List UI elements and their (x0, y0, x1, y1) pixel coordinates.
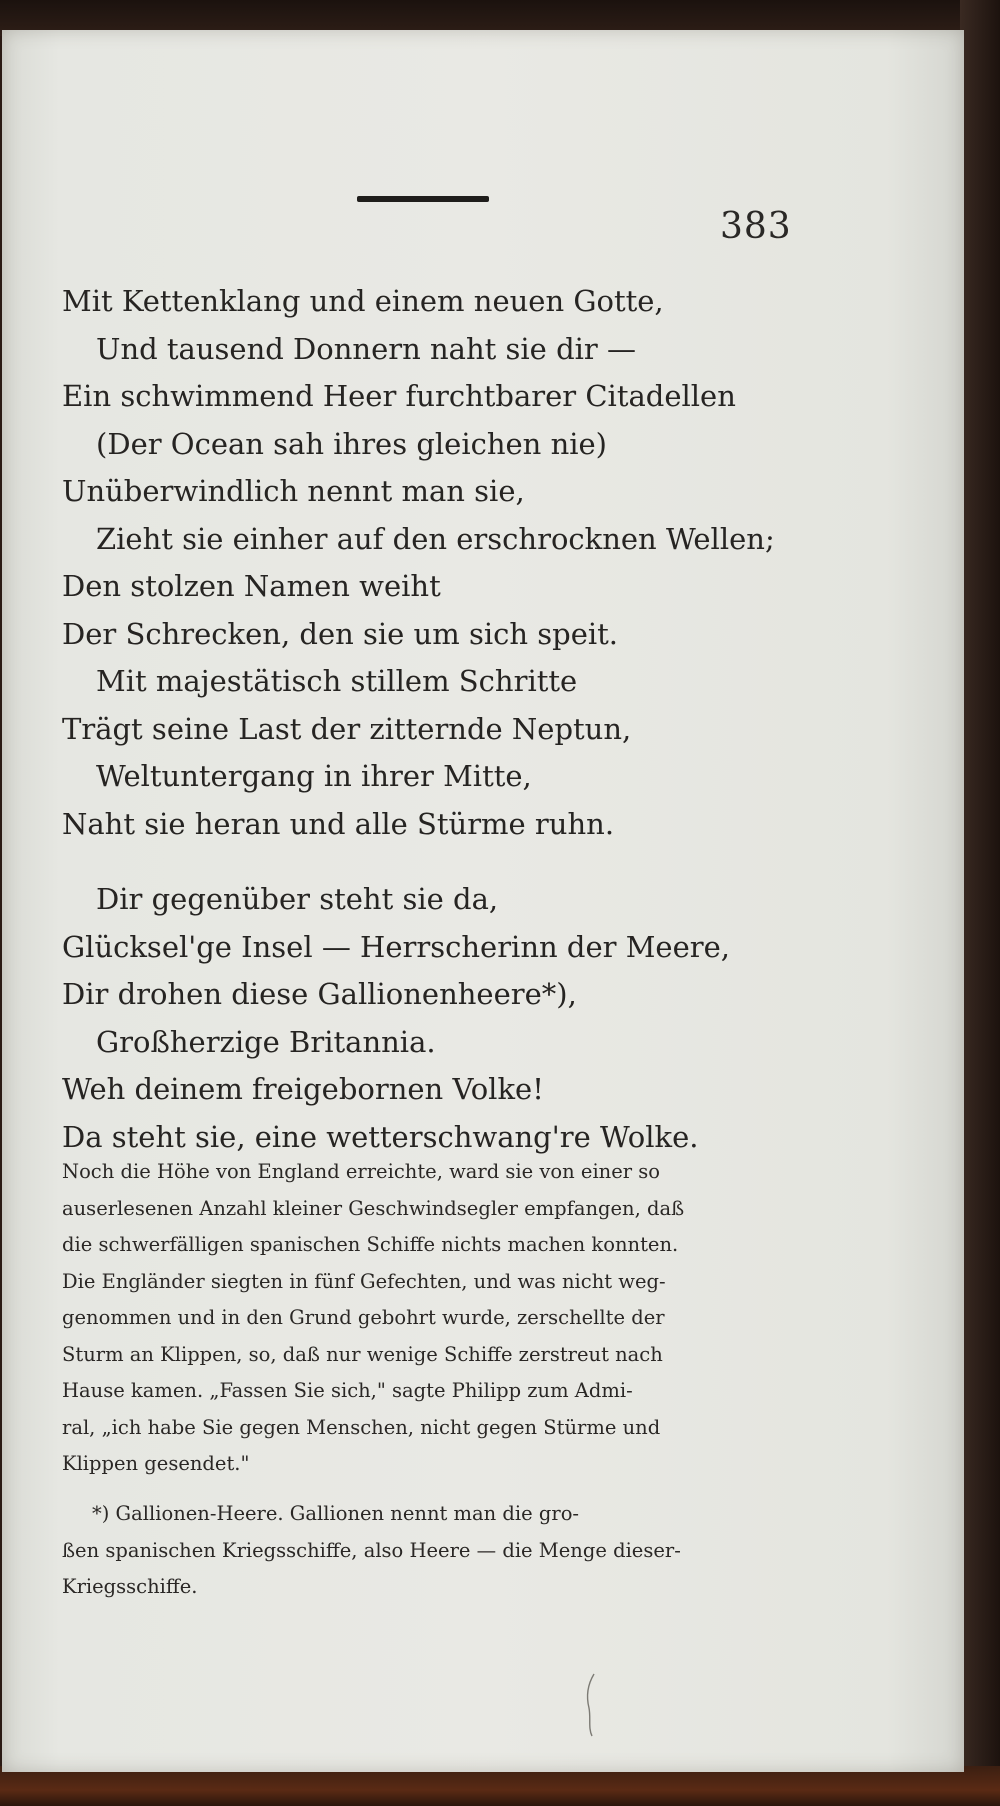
footnote-line: *) Gallionen-Heere. Gallionen nennt man die gro- (92, 1502, 580, 1525)
note-line: Hause kamen. „Fassen Sie sich," sagte Philipp zum Admi- (62, 1379, 633, 1402)
scan-backdrop-right (960, 0, 1000, 1806)
poem-line: Und tausend Donnern naht sie dir — (96, 331, 636, 366)
poem-line: Weltuntergang in ihrer Mitte, (96, 759, 532, 793)
footnote-line: Kriegsschiffe. (62, 1575, 198, 1598)
poem-text (62, 278, 775, 1161)
poem-line: Großherzige Britannia. (96, 1024, 436, 1059)
poem-line: Trägt seine Last der zitternde Neptun, (62, 711, 632, 746)
poem-line: Naht sie heran und alle Stürme ruhn. (62, 806, 615, 841)
note-line: Sturm an Klippen, so, daß nur wenige Schiffe zerstreut nach (62, 1342, 663, 1366)
pencil-mark (580, 1670, 600, 1740)
poem-line: Dir drohen diese Gallionenheere*), (62, 977, 577, 1011)
poem-line: Unüberwindlich nennt man sie, (62, 474, 525, 508)
poem-line: Ein schwimmend Heer furchtbarer Citadellen (62, 379, 736, 413)
note-line: auserlesenen Anzahl kleiner Geschwindsegler empfangen, daß (62, 1196, 685, 1220)
note-line: Klippen gesendet." (62, 1452, 250, 1475)
prose-note (62, 1154, 862, 1483)
poem-line: Dir gegenüber steht sie da, (96, 882, 499, 916)
note-line: Die Engländer siegten in fünf Gefechten, und was nicht weg- (62, 1269, 666, 1293)
poem-line: Glücksel'ge Insel — Herrscherinn der Meere, (62, 929, 730, 964)
poem-line: Da steht sie, eine wetterschwang're Wolke. (62, 1119, 699, 1154)
poem-line: Zieht sie einher auf den erschrocknen Wellen; (96, 521, 775, 556)
scan-backdrop-bottom (0, 1766, 1000, 1806)
poem-line: Mit Kettenklang und einem neuen Gotte, (62, 284, 664, 318)
footnote (62, 1496, 862, 1606)
poem-line: Der Schrecken, den sie um sich speit. (62, 616, 618, 651)
note-line: ral, „ich habe Sie gegen Menschen, nicht gegen Stürme und (62, 1415, 661, 1439)
note-line: Noch die Höhe von England erreichte, ward sie von einer so (62, 1160, 661, 1183)
poem-line: Weh deinem freigebornen Volke! (62, 1072, 544, 1106)
note-line: genommen und in den Grund gebohrt wurde, zerschellte der (62, 1306, 665, 1329)
stanza-break (62, 848, 762, 876)
footnote-line: ßen spanischen Kriegsschiffe, also Heere — die Menge dieser- (62, 1538, 681, 1562)
book-page (2, 30, 964, 1772)
page-number: 383 (720, 206, 792, 247)
note-line: die schwerfälligen spanischen Schiffe nichts machen konnten. (62, 1233, 679, 1256)
poem-line: (Der Ocean sah ihres gleichen nie) (96, 426, 607, 461)
header-rule (357, 196, 489, 202)
poem-line: Mit majestätisch stillem Schritte (96, 664, 578, 698)
poem-line: Den stolzen Namen weiht (62, 569, 441, 603)
